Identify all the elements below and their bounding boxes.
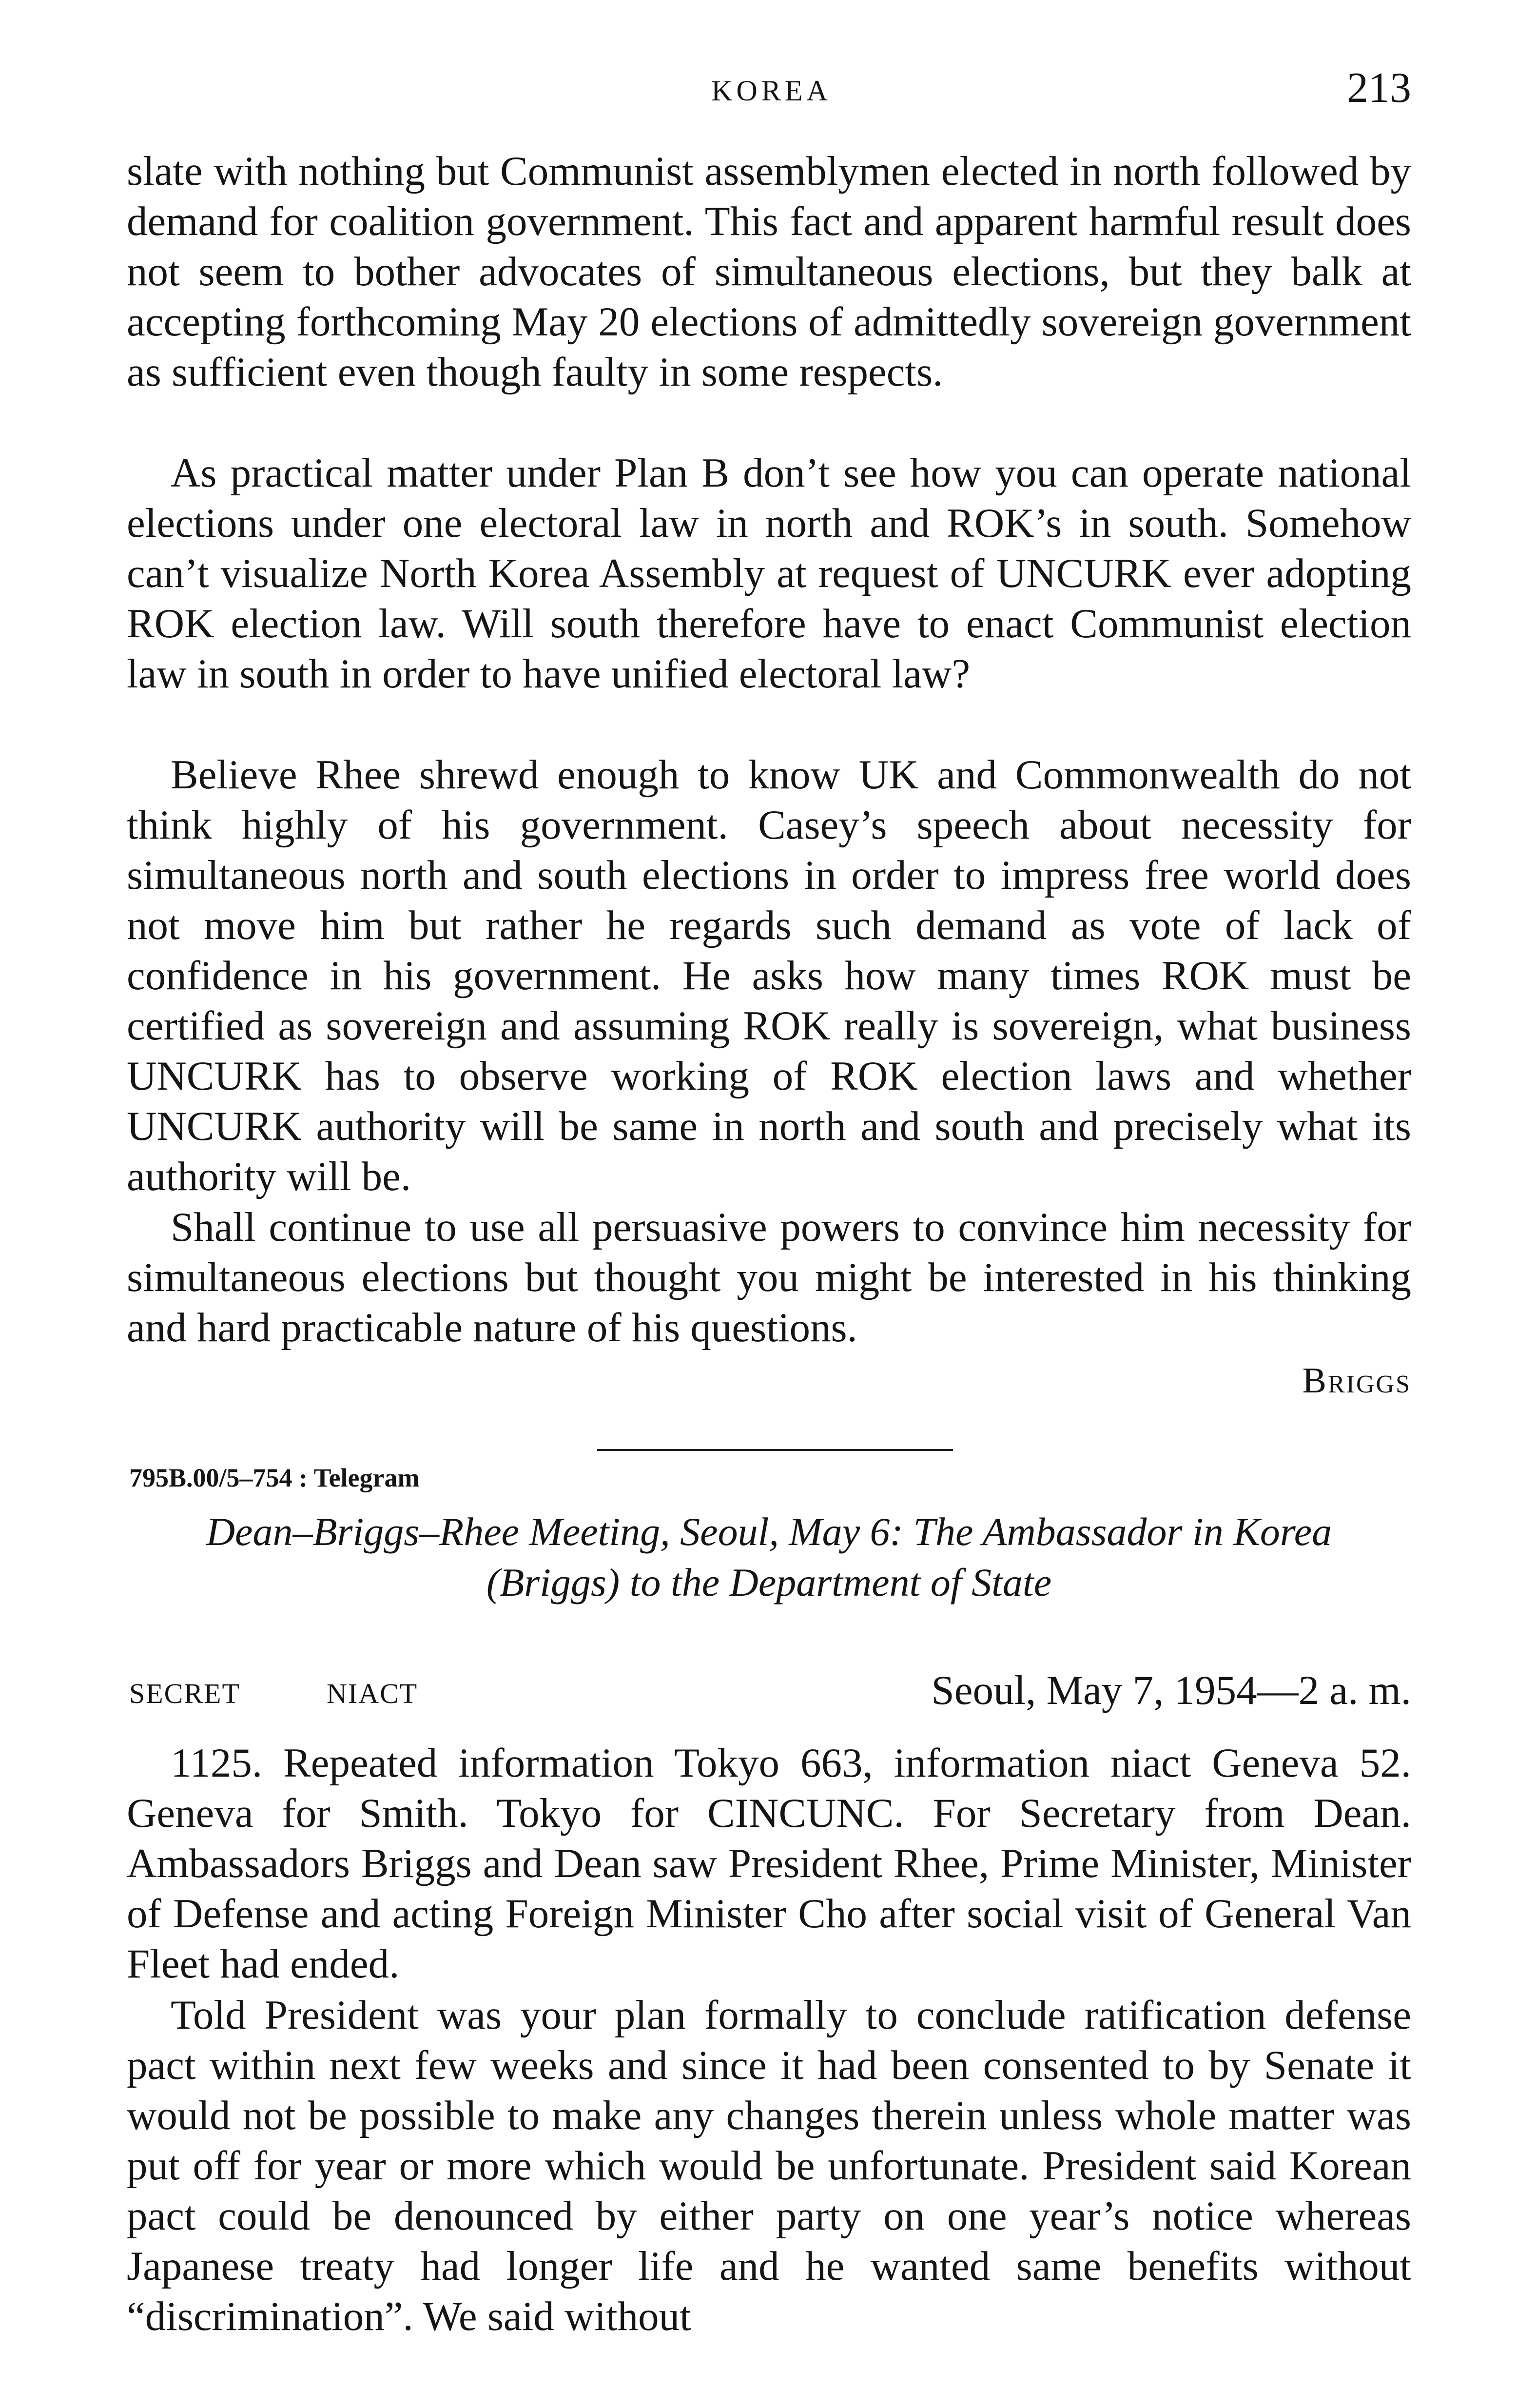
paragraph-rhee-view: Believe Rhee shrewd enough to know UK and Commonwealth do not think highly of his government. Casey’s speech about necessity for simultaneous north and south elections in order to impress free world does not move him but rather he regards such demand as vote of lack of confidence in his government. He asks how many times ROK must be certified as sovereign and assuming ROK really is sovereign, what business UNCURK has to observe working of ROK election laws and whether UNCURK authority will be same in north and south and precisely what its authority will be. bbox=[127, 752, 1411, 1199]
running-head: KOREA bbox=[711, 75, 832, 107]
paragraph-defense-pact: Told President was your plan formally to conclude ratification defense pact within next few weeks and since it had been consented to by Senate it would not be possible to make any changes therein unless whole matter was put off for year or more which would be unfortunate. President said Korean pact could be denounced by either party on one year’s notice whereas Japanese treaty had longer life and he wanted same benefits without “discrimination”. We said without bbox=[127, 1992, 1411, 2339]
paragraph-continued: slate with nothing but Communist assemblymen elected in north followed by demand for coalition government. This fact and apparent harmful result does not seem to bother advocates of simultaneous elections, but they balk at accepting forthcoming May 20 elections of admittedly sovereign government as sufficient even though faulty in some respects. bbox=[127, 148, 1411, 395]
precedence-niact: NIACT bbox=[327, 1678, 418, 1709]
title-line-1: Dean–Briggs–Rhee Meeting, Seoul, May 6: The Ambassador in Korea bbox=[206, 1509, 1332, 1554]
paragraph-continue-persuasion: Shall continue to use all persuasive powers to convince him necessity for simultaneous elections but thought you might be interested in his thinking and hard practicable nature of his questions. bbox=[127, 1204, 1411, 1351]
dateline: Seoul, May 7, 1954—2 a. m. bbox=[931, 1667, 1411, 1713]
file-number: 795B.00/5–754 : Telegram bbox=[129, 1463, 420, 1492]
section-divider bbox=[597, 1449, 953, 1451]
document-title bbox=[127, 1507, 1411, 1608]
paragraph-telegram-intro: 1125. Repeated information Tokyo 663, information niact Geneva 52. Geneva for Smith. Tokyo for CINCUNC. For Secretary from Dean. Ambassadors Briggs and Dean saw President Rhee, Prime Minister, Minister of Defense and acting Foreign Minister Cho after social visit of General Van Fleet had ended. bbox=[127, 1740, 1411, 1987]
signature: Briggs bbox=[1302, 1361, 1411, 1401]
title-line-2: (Briggs) to the Department of State bbox=[486, 1560, 1052, 1605]
classification-secret: SECRET bbox=[129, 1678, 240, 1709]
page-header bbox=[132, 63, 1411, 117]
paragraph-plan-b: As practical matter under Plan B don’t see how you can operate national elections under one electoral law in north and ROK’s in south. Somehow can’t visualize North Korea Assembly at request of UNCURK ever adopting ROK election law. Will south therefore have to enact Communist election law in south in order to have unified electoral law? bbox=[127, 450, 1411, 697]
page-number: 213 bbox=[1347, 64, 1411, 112]
classification-line bbox=[129, 1666, 1411, 1715]
